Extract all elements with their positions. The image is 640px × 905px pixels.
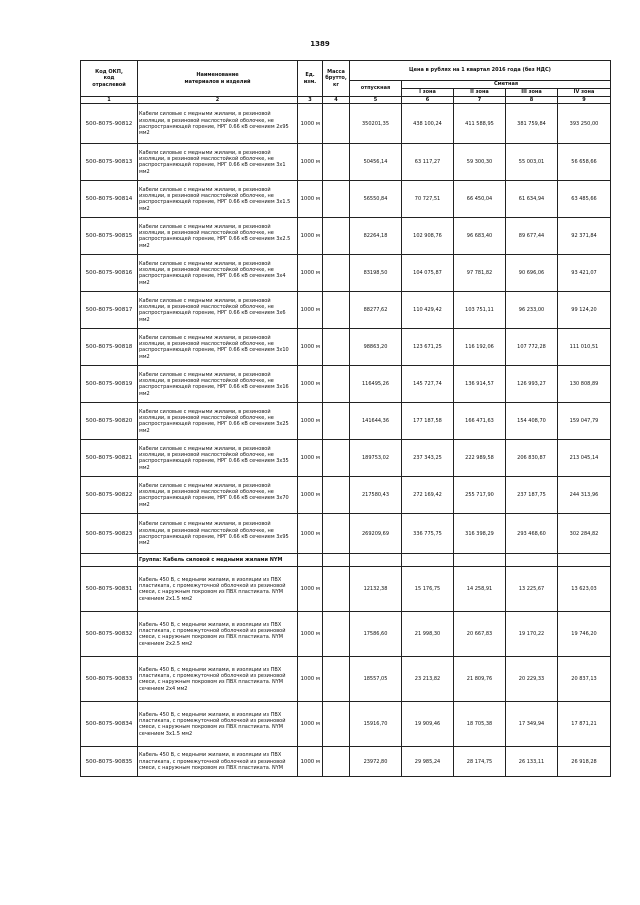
price-zone-1: 29 985,24 [402, 747, 454, 777]
table-row [81, 329, 611, 366]
price-release: 350201,35 [350, 104, 402, 144]
price-release: 23972,80 [350, 747, 402, 777]
unit: 1000 м [298, 218, 323, 255]
mass [323, 567, 350, 612]
price-zone-4: 17 871,21 [558, 702, 611, 747]
unit: 1000 м [298, 612, 323, 657]
item-name: Кабели силовые с медными жилами, в резиновой изоляции, в резиновой маслостойкой оболочке, не распространяющей горение, НРГ 0.66 кВ сечением 3х6 мм2 [138, 292, 298, 329]
mass [323, 612, 350, 657]
okp-code: 500-8075-90835 [81, 747, 138, 777]
okp-code: 500-8075-90819 [81, 366, 138, 403]
price-zone-4: 26 918,28 [558, 747, 611, 777]
price-zone-1: 63 117,27 [402, 144, 454, 181]
price-zone-2: 116 192,06 [454, 329, 506, 366]
mass [323, 292, 350, 329]
col-index: 8 [506, 97, 558, 104]
price-zone-4: 111 010,51 [558, 329, 611, 366]
okp-code: 500-8075-90823 [81, 514, 138, 554]
price-zone-2: 136 914,57 [454, 366, 506, 403]
price-zone-3: 19 170,22 [506, 612, 558, 657]
col-index: 3 [298, 97, 323, 104]
mass [323, 403, 350, 440]
unit: 1000 м [298, 702, 323, 747]
header-code: Код ОКП, код отраслевой [81, 61, 138, 97]
price-zone-3: 293 468,60 [506, 514, 558, 554]
mass [323, 747, 350, 777]
price-zone-3: 90 696,06 [506, 255, 558, 292]
price-zone-1: 15 176,75 [402, 567, 454, 612]
item-name: Кабель 450 В, с медными жилами, в изоляции из ПВХ пластиката, с промежуточной оболочкой из резиновой смеси, с наружным покровом из ПВХ пластиката. NYM сечением 2х1.5 мм2 [138, 567, 298, 612]
unit: 1000 м [298, 440, 323, 477]
mass [323, 477, 350, 514]
price-zone-2: 411 588,95 [454, 104, 506, 144]
price-zone-2: 66 450,04 [454, 181, 506, 218]
okp-code: 500-8075-90833 [81, 657, 138, 702]
price-zone-2: 97 781,82 [454, 255, 506, 292]
col-index: 6 [402, 97, 454, 104]
okp-code: 500-8075-90812 [81, 104, 138, 144]
price-zone-1: 336 775,75 [402, 514, 454, 554]
header-zone-4: IV зона [558, 89, 611, 97]
header-zone-1: I зона [402, 89, 454, 97]
price-zone-4: 92 371,84 [558, 218, 611, 255]
price-release: 189753,02 [350, 440, 402, 477]
header-zone-2: II зона [454, 89, 506, 97]
okp-code: 500-8075-90815 [81, 218, 138, 255]
item-name: Кабели силовые с медными жилами, в резиновой изоляции, в резиновой маслостойкой оболочке, не распространяющей горение, НРГ 0.66 кВ сечением 3х10 мм2 [138, 329, 298, 366]
okp-code: 500-8075-90820 [81, 403, 138, 440]
mass [323, 440, 350, 477]
unit: 1000 м [298, 747, 323, 777]
price-zone-4: 159 047,79 [558, 403, 611, 440]
price-release: 217580,43 [350, 477, 402, 514]
price-release: 12132,38 [350, 567, 402, 612]
item-name: Кабель 450 В, с медными жилами, в изоляции из ПВХ пластиката, с промежуточной оболочкой из резиновой смеси, с наружным покровом из ПВХ пластиката. NYM сечением 3х1.5 мм2 [138, 702, 298, 747]
price-zone-3: 237 187,75 [506, 477, 558, 514]
price-zone-3: 381 759,84 [506, 104, 558, 144]
item-name: Кабели силовые с медными жилами, в резиновой изоляции, в резиновой маслостойкой оболочке, не распространяющей горение, НРГ 0.66 кВ сечением 3х70 мм2 [138, 477, 298, 514]
mass [323, 181, 350, 218]
price-zone-4: 99 124,20 [558, 292, 611, 329]
table-row [81, 292, 611, 329]
price-zone-3: 13 225,67 [506, 567, 558, 612]
price-zone-2: 28 174,75 [454, 747, 506, 777]
group-title: Группа: Кабель силовой с медными жилами NYM [138, 554, 298, 567]
unit: 1000 м [298, 329, 323, 366]
item-name: Кабель 450 В, с медными жилами, в изоляции из ПВХ пластиката, с промежуточной оболочкой из резиновой смеси, с наружным покровом из ПВХ пластиката. NYM [138, 747, 298, 777]
price-zone-4: 19 746,20 [558, 612, 611, 657]
header-release: отпускная [350, 81, 402, 97]
price-release: 15916,70 [350, 702, 402, 747]
price-release: 269209,69 [350, 514, 402, 554]
item-name: Кабели силовые с медными жилами, в резиновой изоляции, в резиновой маслостойкой оболочке, не распространяющей горение, НРГ 0.66 кВ сечением 3х1.5 мм2 [138, 181, 298, 218]
item-name: Кабели силовые с медными жилами, в резиновой изоляции, в резиновой маслостойкой оболочке, не распространяющей горение, НРГ 0.66 кВ сечением 3х95 мм2 [138, 514, 298, 554]
price-release: 18557,05 [350, 657, 402, 702]
item-name: Кабель 450 В, с медными жилами, в изоляции из ПВХ пластиката, с промежуточной оболочкой из резиновой смеси, с наружным покровом из ПВХ пластиката. NYM сечением 2х4 мм2 [138, 657, 298, 702]
item-name: Кабели силовые с медными жилами, в резиновой изоляции, в резиновой маслостойкой оболочке, не распространяющей горение, НРГ 0.66 кВ сечением 3х16 мм2 [138, 366, 298, 403]
item-name: Кабели силовые с медными жилами, в резиновой изоляции, в резиновой маслостойкой оболочке, не распространяющей горение, НРГ 0.66 кВ сечением 3х25 мм2 [138, 403, 298, 440]
price-release: 50456,14 [350, 144, 402, 181]
table-row [81, 144, 611, 181]
price-release: 82264,18 [350, 218, 402, 255]
price-zone-1: 19 909,46 [402, 702, 454, 747]
okp-code: 500-8075-90814 [81, 181, 138, 218]
price-zone-4: 130 808,89 [558, 366, 611, 403]
price-zone-2: 316 398,29 [454, 514, 506, 554]
col-index: 9 [558, 97, 611, 104]
price-zone-3: 154 408,70 [506, 403, 558, 440]
col-index: 2 [138, 97, 298, 104]
table-row [81, 104, 611, 144]
price-zone-2: 255 717,90 [454, 477, 506, 514]
price-release: 141644,36 [350, 403, 402, 440]
table-row [81, 702, 611, 747]
col-index: 4 [323, 97, 350, 104]
price-zone-4: 244 313,96 [558, 477, 611, 514]
price-zone-1: 123 671,25 [402, 329, 454, 366]
table-row [81, 657, 611, 702]
mass [323, 366, 350, 403]
price-zone-3: 96 233,00 [506, 292, 558, 329]
price-zone-2: 166 471,63 [454, 403, 506, 440]
okp-code: 500-8075-90817 [81, 292, 138, 329]
price-zone-4: 393 250,00 [558, 104, 611, 144]
unit: 1000 м [298, 514, 323, 554]
col-index: 7 [454, 97, 506, 104]
okp-code: 500-8075-90832 [81, 612, 138, 657]
item-name: Кабель 450 В, с медными жилами, в изоляции из ПВХ пластиката, с промежуточной оболочкой из резиновой смеси, с наружным покровом из ПВХ пластиката. NYM сечением 2х2.5 мм2 [138, 612, 298, 657]
table-row [81, 366, 611, 403]
price-zone-1: 438 100,24 [402, 104, 454, 144]
table-row [81, 477, 611, 514]
price-zone-3: 55 003,01 [506, 144, 558, 181]
mass [323, 329, 350, 366]
price-zone-4: 13 623,03 [558, 567, 611, 612]
price-release: 98863,20 [350, 329, 402, 366]
unit: 1000 м [298, 144, 323, 181]
price-zone-3: 107 772,28 [506, 329, 558, 366]
price-zone-1: 104 075,87 [402, 255, 454, 292]
price-zone-1: 237 343,25 [402, 440, 454, 477]
header-price-title: Цена в рублях на 1 квартал 2016 года (без НДС) [350, 61, 611, 81]
price-zone-4: 63 485,66 [558, 181, 611, 218]
unit: 1000 м [298, 181, 323, 218]
price-zone-4: 56 658,66 [558, 144, 611, 181]
price-zone-3: 61 634,94 [506, 181, 558, 218]
unit: 1000 м [298, 104, 323, 144]
item-name: Кабели силовые с медными жилами, в резиновой изоляции, в резиновой маслостойкой оболочке, не распространяющей горение, НРГ 0.66 кВ сечением 3х1 мм2 [138, 144, 298, 181]
price-zone-2: 222 989,58 [454, 440, 506, 477]
price-zone-1: 21 998,30 [402, 612, 454, 657]
mass [323, 702, 350, 747]
unit: 1000 м [298, 567, 323, 612]
price-zone-2: 21 809,76 [454, 657, 506, 702]
price-zone-2: 103 751,11 [454, 292, 506, 329]
price-table [80, 60, 611, 777]
unit: 1000 м [298, 255, 323, 292]
price-release: 17586,60 [350, 612, 402, 657]
price-zone-3: 206 830,87 [506, 440, 558, 477]
price-zone-1: 145 727,74 [402, 366, 454, 403]
mass [323, 657, 350, 702]
okp-code: 500-8075-90813 [81, 144, 138, 181]
page-number: 1389 [310, 40, 330, 48]
price-zone-1: 102 908,76 [402, 218, 454, 255]
price-zone-3: 126 993,27 [506, 366, 558, 403]
table-row [81, 514, 611, 554]
price-release: 88277,62 [350, 292, 402, 329]
column-index-row [81, 97, 611, 104]
unit: 1000 м [298, 657, 323, 702]
price-zone-2: 20 667,83 [454, 612, 506, 657]
price-zone-1: 70 727,51 [402, 181, 454, 218]
table-row [81, 440, 611, 477]
item-name: Кабели силовые с медными жилами, в резиновой изоляции, в резиновой маслостойкой оболочке, не распространяющей горение, НРГ 0.66 кВ сечением 3х2.5 мм2 [138, 218, 298, 255]
header-unit: Ед. изм. [298, 61, 323, 97]
unit: 1000 м [298, 403, 323, 440]
price-release: 116495,26 [350, 366, 402, 403]
price-zone-4: 213 045,14 [558, 440, 611, 477]
okp-code: 500-8075-90816 [81, 255, 138, 292]
mass [323, 104, 350, 144]
unit: 1000 м [298, 477, 323, 514]
unit: 1000 м [298, 292, 323, 329]
price-zone-3: 17 349,94 [506, 702, 558, 747]
table-row [81, 612, 611, 657]
price-zone-1: 110 429,42 [402, 292, 454, 329]
okp-code: 500-8075-90821 [81, 440, 138, 477]
price-zone-1: 272 169,42 [402, 477, 454, 514]
price-zone-3: 20 229,33 [506, 657, 558, 702]
price-zone-1: 177 187,58 [402, 403, 454, 440]
price-zone-4: 20 837,13 [558, 657, 611, 702]
price-release: 56550,84 [350, 181, 402, 218]
okp-code: 500-8075-90834 [81, 702, 138, 747]
item-name: Кабели силовые с медными жилами, в резиновой изоляции, в резиновой маслостойкой оболочке, не распространяющей горение, НРГ 0.66 кВ сечением 3х35 мм2 [138, 440, 298, 477]
price-zone-2: 59 300,30 [454, 144, 506, 181]
mass [323, 218, 350, 255]
col-index: 1 [81, 97, 138, 104]
okp-code: 500-8075-90831 [81, 567, 138, 612]
price-zone-2: 18 705,38 [454, 702, 506, 747]
price-zone-1: 23 213,82 [402, 657, 454, 702]
header-mass: Масса брутто, кг [323, 61, 350, 97]
price-zone-4: 93 421,07 [558, 255, 611, 292]
price-zone-2: 96 683,40 [454, 218, 506, 255]
price-zone-3: 26 133,11 [506, 747, 558, 777]
table-row [81, 181, 611, 218]
header-name: Наименование материалов и изделий [138, 61, 298, 97]
price-zone-2: 14 258,91 [454, 567, 506, 612]
header-estimate: Сметная [402, 81, 611, 89]
mass [323, 255, 350, 292]
table-row [81, 255, 611, 292]
mass [323, 144, 350, 181]
price-release: 83198,50 [350, 255, 402, 292]
group-row [81, 554, 611, 567]
table-row [81, 403, 611, 440]
header-zone-3: III зона [506, 89, 558, 97]
table-row [81, 218, 611, 255]
mass [323, 514, 350, 554]
price-zone-4: 302 284,82 [558, 514, 611, 554]
col-index: 5 [350, 97, 402, 104]
unit: 1000 м [298, 366, 323, 403]
item-name: Кабели силовые с медными жилами, в резиновой изоляции, в резиновой маслостойкой оболочке, не распространяющей горение, НРГ 0.66 кВ сечением 2х95 мм2 [138, 104, 298, 144]
table-row [81, 747, 611, 777]
price-zone-3: 89 677,44 [506, 218, 558, 255]
okp-code: 500-8075-90822 [81, 477, 138, 514]
item-name: Кабели силовые с медными жилами, в резиновой изоляции, в резиновой маслостойкой оболочке, не распространяющей горение, НРГ 0.66 кВ сечением 3х4 мм2 [138, 255, 298, 292]
table-row [81, 567, 611, 612]
okp-code: 500-8075-90818 [81, 329, 138, 366]
